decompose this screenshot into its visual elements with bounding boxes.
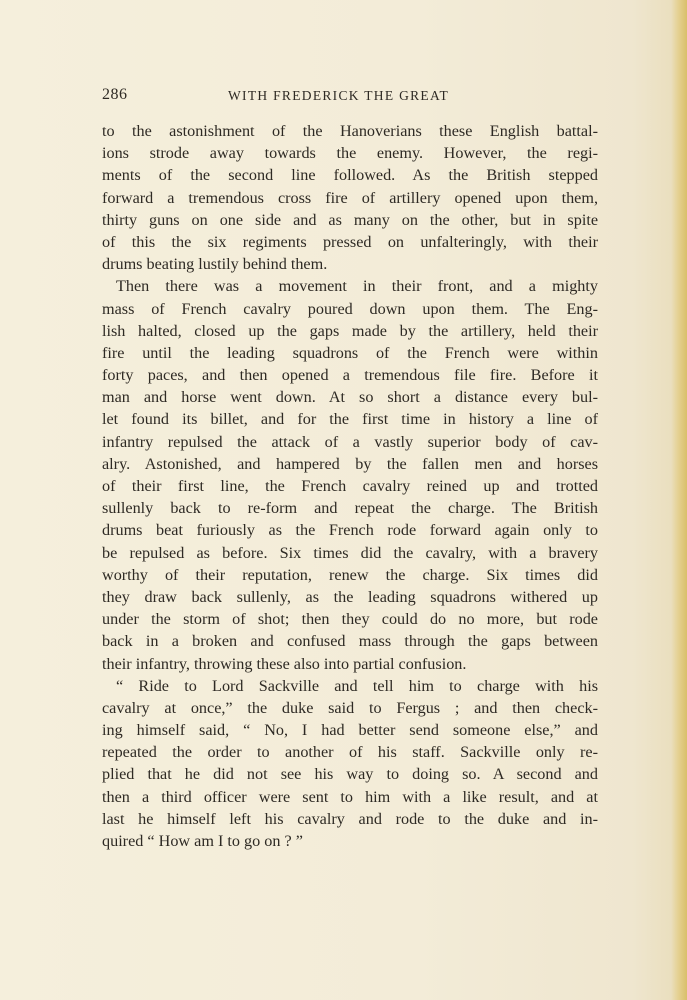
text-line: drums beat furiously as the French rode forward again only to [102, 521, 598, 540]
text-line: their infantry, throwing these also into partial confusion. [102, 654, 467, 673]
text-line: of their first line, the French cavalry reined up and trotted [102, 477, 598, 495]
text-line: Then there was a movement in their front, and a mighty [116, 277, 598, 296]
text-line: back in a broken and confused mass through the gaps between [102, 632, 598, 651]
text-line: of this the six regiments pressed on unfalteringly, with their [102, 232, 598, 251]
text-line: then a third officer were sent to him with a like result, and at [102, 787, 598, 806]
text-line: quired “ How am I to go on ? ” [102, 832, 303, 850]
text-line: sullenly back to re-form and repeat the charge. The British [102, 499, 598, 518]
text-line: drums beating lustily behind them. [102, 255, 328, 274]
text-line: be repulsed as before. Six times did the cavalry, with a bravery [102, 543, 598, 562]
text-line: plied that he did not see his way to doing so. A second and [102, 765, 598, 784]
text-line: worthy of their reputation, renew the charge. Six times did [102, 565, 598, 584]
text-line: under the storm of shot; then they could do no more, but rode [102, 610, 598, 629]
text-line: infantry repulsed the attack of a vastly superior body of cav- [102, 432, 598, 451]
text-line: man and horse went down. At so short a distance every bul- [102, 388, 598, 407]
text-line: let found its billet, and for the first time in history a line of [102, 410, 598, 429]
text-line: ments of the second line followed. As the British stepped [102, 166, 598, 185]
running-head: WITH FREDERICK THE GREAT [228, 88, 450, 103]
text-line: repeated the order to another of his staff. Sackville only re- [102, 743, 598, 762]
text-line: to the astonishment of the Hanoverians these English battal- [102, 122, 598, 140]
text-line: mass of French cavalry poured down upon them. The Eng- [102, 299, 598, 318]
page-edge [671, 0, 687, 1000]
text-line: forty paces, and then opened a tremendous file fire. Before it [102, 366, 598, 385]
text-line: ing himself said, “ No, I had better send someone else,” and [102, 721, 598, 740]
text-line: last he himself left his cavalry and rode to the duke and in- [102, 809, 598, 828]
text-line: “ Ride to Lord Sackville and tell him to charge with his [116, 676, 598, 695]
text-line: cavalry at once,” the duke said to Fergus ; and then check- [102, 698, 598, 717]
text-line: they draw back sullenly, as the leading squadrons withered up [102, 587, 598, 606]
page-number: 286 [102, 86, 128, 103]
text-line: thirty guns on one side and as many on the other, but in spite [102, 210, 598, 229]
text-line: ions strode away towards the enemy. However, the regi- [102, 144, 598, 163]
text-line: fire until the leading squadrons of the French were within [102, 343, 598, 362]
text-line: forward a tremendous cross fire of artillery opened upon them, [102, 188, 598, 207]
page-header [102, 86, 598, 106]
text-line: alry. Astonished, and hampered by the fallen men and horses [102, 454, 598, 473]
body-text [102, 120, 598, 852]
text-line: lish halted, closed up the gaps made by the artillery, held their [102, 321, 598, 340]
